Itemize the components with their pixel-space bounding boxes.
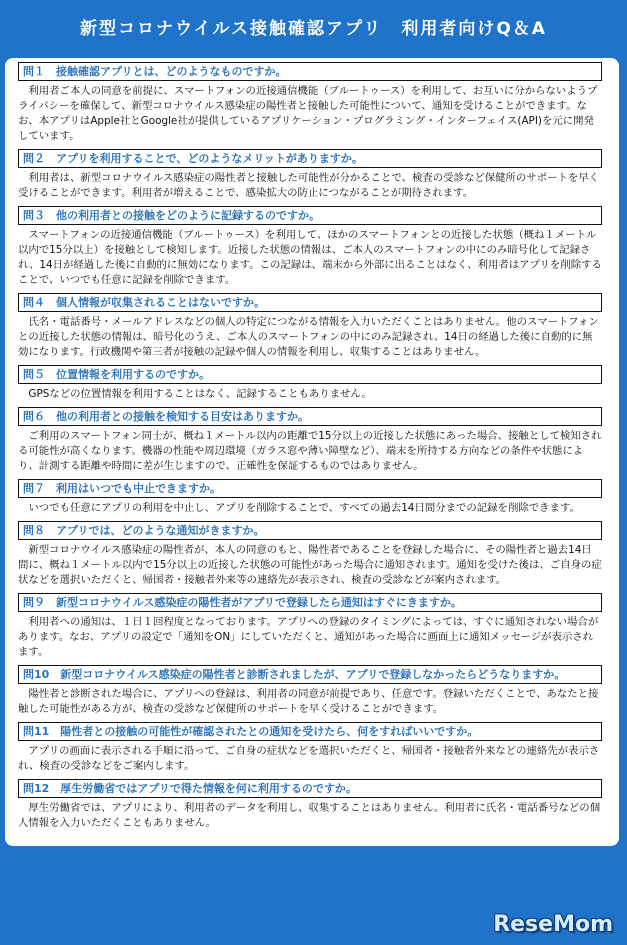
question-heading: 問３ 他の利用者との接触をどのように記録するのですか。 xyxy=(18,206,602,225)
answer-line: 14日間に、概ね１メートル以内で15分以上の近接した状態の可能性があった場合に通知されます。通知を受けた後 xyxy=(18,544,592,571)
answer-line: 陽性者と診断された場合に、アプリへの登録は、利用者の同意が前提であり、任意です。登録いただくことで、あなたと xyxy=(18,688,589,700)
qa-section xyxy=(18,365,602,402)
qa-section xyxy=(18,407,602,474)
answer-text xyxy=(18,801,602,831)
answer-line: 個人情報を入力いただくこともありません。 xyxy=(18,802,601,829)
answer-text xyxy=(18,744,602,774)
question-heading: 問２ アプリを利用することで、どのようなメリットがありますか。 xyxy=(18,149,602,168)
answer-line: 利用者への通知は、１日１回程度となっております。アプリへの登録のタイミングによっては、すぐに通知されない場合が xyxy=(18,616,599,628)
answer-line: 知される可能性が高くなります。機器の性能や周辺環境（ガラス窓や薄い障壁など）、端末を所持する方向などの条 xyxy=(18,430,602,457)
answer-line: の近接した状態の情報は、暗号化のうえ、ご本人のスマートフォンの中にのみ記録され、14日の経過した後に自動的に xyxy=(28,331,583,343)
answer-text xyxy=(18,315,602,360)
answer-text xyxy=(18,387,602,402)
question-heading: 問８ アプリでは、どのような通知がきますか。 xyxy=(18,521,602,540)
answer-line: 新型コロナウイルス感染症の陽性者が、本人の同意のもと、陽性者であることを登録した場合に、その陽性者と過去 xyxy=(18,544,569,556)
answer-line: なお、本アプリはApple社とGoogle社が提供しているアプリケーション・プログラミング・インターフェイス(API)を元に開発し xyxy=(18,100,594,142)
qa-section xyxy=(18,722,602,774)
question-heading: 問１ 接触確認アプリとは、どのようなものですか。 xyxy=(18,62,602,81)
qa-section xyxy=(18,479,602,516)
question-heading: 問９ 新型コロナウイルス感染症の陽性者がアプリで登録したら通知はすぐにきますか。 xyxy=(18,593,602,612)
answer-text xyxy=(18,171,602,201)
answer-line: は、ご自身の症状などを選択いただくと、帰国者・接触者外来等の連絡先が表示され、検査の受診などが案内されます。 xyxy=(18,559,602,586)
answer-line: 接触した可能性がある方が、検査の受診など保健所のサポートを早く受けることができます。 xyxy=(18,688,599,715)
answer-line: ています。 xyxy=(28,130,80,142)
answer-line: 以内で15分以上）を接触として検知します。近接した状態の情報は、ご本人のスマートフォンの中にのみ暗号化して記 xyxy=(18,244,570,256)
answer-line: いつでも任意にアプリの利用を中止し、アプリを削除することで、すべての過去14日間分までの記録を削除できます。 xyxy=(18,502,580,514)
answer-text xyxy=(18,615,602,660)
page-title: 新型コロナウイルス接触確認アプリ 利用者向けQ＆A xyxy=(80,19,547,39)
answer-line: あります。なお、アプリの設定で「通知をON」にしていただくと、通知があった場合に画面上に通知メッセージが表示されます。 xyxy=(18,631,594,658)
question-heading: 問10 新型コロナウイルス感染症の陽性者と診断されましたが、アプリで登録しなかったらどうなりますか。 xyxy=(18,665,602,684)
answer-text xyxy=(18,543,602,588)
answer-line: 厚生労働省では、アプリにより、利用者のデータを利用し、収集することはありません。利用者に氏名・電話番号などの xyxy=(18,802,590,814)
qa-section xyxy=(18,149,602,201)
answer-line: 削除することで、いつでも任意に記録を削除できます。 xyxy=(18,259,602,286)
qa-section xyxy=(18,62,602,144)
answer-line: 録され、14日が経過した後に自動的に無効になります。この記録は、端末から外部に出ることはなく、利用者はアプリを xyxy=(18,244,591,271)
answer-line: 利用者ご本人の同意を前提に、スマートフォンの近接通信機能（ブルートゥース）を利用して、お互いに分からないよう xyxy=(18,85,588,97)
answer-line: GPSなどの位置情報を利用することはなく、記録することもありません。 xyxy=(18,388,372,400)
answer-line: 無効になります。行政機関や第三者が接触の記録や個人の情報を利用し、収集することはありません。 xyxy=(18,331,593,358)
question-heading: 問７ 利用はいつでも中止できますか。 xyxy=(18,479,602,498)
question-heading: 問11 陽性者との接触の可能性が確認されたとの通知を受けたら、何をすればいいですか。 xyxy=(18,722,602,741)
qa-section xyxy=(18,779,602,831)
answer-text xyxy=(18,429,602,474)
qa-card xyxy=(5,58,619,846)
qa-section xyxy=(18,293,602,360)
qa-list xyxy=(18,62,606,831)
question-heading: 問６ 他の利用者との接触を検知する目安はありますか。 xyxy=(18,407,602,426)
question-heading: 問12 厚生労働省ではアプリで得た情報を何に利用するのですか。 xyxy=(18,779,602,798)
qa-section xyxy=(18,521,602,588)
answer-line: スマートフォンの近接通信機能（ブルートゥース）を利用して、ほかのスマートフォンとの近接した状態（概ね１メートル xyxy=(18,229,597,241)
answer-text xyxy=(18,501,602,516)
answer-text xyxy=(18,84,602,144)
answer-line: プライバシーを確保して、新型コロナウイルス感染症の陽性者と接触した可能性について、通知を受けることができます。 xyxy=(18,85,598,112)
answer-line: を早く受けることができます。利用者が増えることで、感染拡大の防止につながることが期待されます。 xyxy=(18,172,600,199)
answer-text xyxy=(18,228,602,288)
answer-text xyxy=(18,687,602,717)
answer-line: 示され、検査の受診などをご案内します。 xyxy=(18,745,600,772)
qa-section xyxy=(18,665,602,717)
question-heading: 問５ 位置情報を利用するのですか。 xyxy=(18,365,602,384)
answer-line: ご利用のスマートフォン同士が、概ね１メートル以内の距離で15分以上の近接した状態にあった場合、接触として検 xyxy=(18,430,571,442)
resemom-logo: ReseMom xyxy=(493,912,613,937)
qa-section xyxy=(18,206,602,288)
qa-section xyxy=(18,593,602,660)
answer-line: 件や状態により、計測する距離や時間に差が生じますので、正確性を保証するものではありません。 xyxy=(18,445,584,472)
question-heading: 問４ 個人情報が収集されることはないですか。 xyxy=(18,293,602,312)
answer-line: アプリの画面に表示される手順に沿って、ご自身の症状などを選択いただくと、帰国者・接触者外来などの連絡先が表 xyxy=(18,745,579,757)
answer-line: 利用者は、新型コロナウイルス感染症の陽性者と接触した可能性が分かることで、検査の受診など保健所のサポート xyxy=(18,172,568,184)
answer-line: 氏名・電話番号・メールアドレスなどの個人の特定につながる情報を入力いただくことはありません。他のスマートフォンと xyxy=(18,316,599,343)
